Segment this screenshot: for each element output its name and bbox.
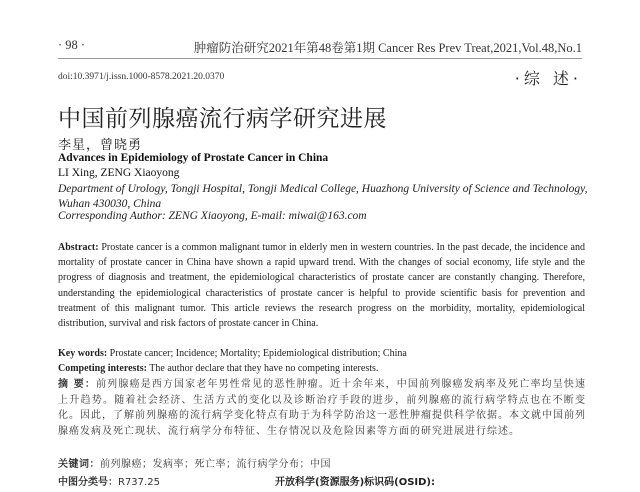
authors-cn: 李星，曾晓勇 [58,138,143,153]
title-cn: 中国前列腺癌流行病学研究进展 [58,106,387,132]
clc-text: R737.25 [118,477,160,488]
keywords-cn-text: 前列腺癌；发病率；死亡率；流行病学分布；中国 [100,459,331,470]
affiliation: Department of Urology, Tongji Hospital, Tongji Medical College, Huazhong University of Science and Technology, Wuhan 430030, China [58,183,588,210]
osid-label: 开放科学(资源服务)标识码(OSID): [275,477,436,488]
column-label: ·综 述· [514,69,582,88]
keywords-cn-label: 关键词： [58,459,100,470]
abstract-cn-text: 前列腺癌是西方国家老年男性常见的恶性肿瘤。近十余年来，中国前列腺癌发病率及死亡率均呈快速上升趋势。随着社会经济、生活方式的变化以及诊断治疗手段的进步，前列腺癌的流行病学特点也在不断变化。因此，了解前列腺癌的流行病学变化特点有助于为科学防治这一恶性肿瘤提供科学依据。本文就中国前列腺癌发病及死亡现状、流行病学分布特征、生存情况以及危险因素等方面的研究进展进行综述。 [58,379,587,437]
competing-interests-text: The author declare that they have no competing interests. [146,363,379,374]
doi: doi:10.3971/j.issn.1000-8578.2021.20.0370 [58,72,225,82]
abstract-text: Prostate cancer is a common malignant tumor in elderly men in western countries. In the past decade, the incidence and mortality of prostate cancer in China have shown a rapid upward trend. With the changes of social economy, life style and the progress of diagnosis and treatment, the epidemiological characteristics of prostate cancer are constantly changing. Therefore, understanding the epidemiological characteristics of prostate cancer is helpful to provide scientific basis for prevention and treatment of this malignant tumor. This article reviews the research progress on the morbidity, mortality, epidemiological distribution, survival and risk factors of prostate cancer in China. [58,242,585,330]
clc-label: 中图分类号： [58,477,118,488]
competing-interests [58,363,378,374]
header-rule [58,58,582,59]
abstract-en [58,240,585,331]
keywords-en-text: Prostate cancer; Incidence; Mortality; Epidemiological distribution; China [107,348,407,359]
authors-en: LI Xing, ZENG Xiaoyong [58,167,180,179]
page-number: · 98 · [58,38,86,52]
abstract-cn [58,377,586,439]
keywords-en-label: Key words: [58,348,108,359]
abstract-cn-label: 摘 要： [58,379,97,390]
clc-number [58,473,160,488]
corresponding-author: Corresponding Author: ZENG Xiaoyong, E-mail: miwai@163.com [58,210,367,222]
running-head: 肿瘤防治研究2021年第48卷第1期 Cancer Res Prev Treat,2021,Vol.48,No.1 [193,41,582,55]
keywords-en [58,348,407,359]
abstract-label: Abstract: [58,242,99,253]
page-header [58,38,582,56]
competing-interests-label: Competing interests: [58,363,147,374]
title-en: Advances in Epidemiology of Prostate Cancer in China [58,152,329,164]
keywords-cn [58,455,331,470]
